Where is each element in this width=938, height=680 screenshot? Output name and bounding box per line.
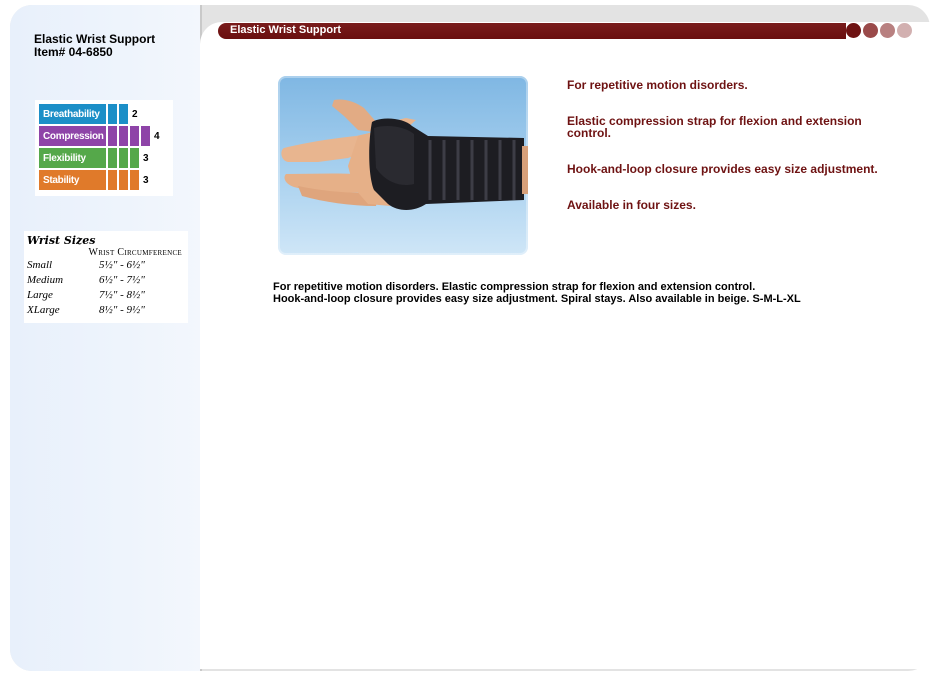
item-number: Item# 04-6850	[34, 45, 113, 59]
rating-cell	[108, 104, 117, 124]
wrist-sizes-title: Wrist Sizes	[27, 234, 96, 247]
dot-icon	[897, 23, 912, 38]
rating-cell	[119, 170, 128, 190]
rating-cell	[119, 126, 128, 146]
rating-cell	[108, 126, 117, 146]
product-name: Elastic Wrist Support	[34, 32, 156, 46]
rating-label: Stability	[39, 170, 106, 190]
rating-cell	[130, 170, 139, 190]
wrist-sizes-table	[24, 231, 188, 323]
ratings-panel	[35, 100, 173, 196]
rating-bar	[108, 104, 130, 124]
size-name: Small	[27, 259, 53, 271]
rating-label: Compression	[39, 126, 106, 146]
rating-value: 4	[154, 130, 160, 142]
size-name: Medium	[27, 274, 64, 286]
bullet-2: Elastic compression strap for flexion and extension control.	[567, 114, 862, 140]
rating-bar	[108, 148, 141, 168]
dot-icon	[846, 23, 861, 38]
size-name: Large	[27, 289, 53, 301]
description-line-1: For repetitive motion disorders. Elastic compression strap for flexion and extension control.	[273, 281, 756, 293]
bullet-1: For repetitive motion disorders.	[567, 78, 748, 92]
rating-label: Flexibility	[39, 148, 106, 168]
rating-cell	[130, 148, 139, 168]
size-row	[27, 288, 186, 303]
rating-cell	[108, 170, 117, 190]
size-range: 8½" - 9½"	[99, 304, 145, 316]
size-range: 5½" - 6½"	[99, 259, 145, 271]
product-photo	[278, 76, 528, 255]
rating-bar	[108, 170, 141, 190]
size-range: 6½" - 7½"	[99, 274, 145, 286]
rating-value: 3	[143, 174, 149, 186]
wrist-sizes-rows	[27, 258, 186, 318]
rating-row-flexibility	[39, 148, 149, 168]
bullet-4: Available in four sizes.	[567, 198, 696, 212]
size-name: XLarge	[27, 304, 60, 316]
rating-value: 2	[132, 108, 138, 120]
size-row	[27, 258, 186, 273]
wrist-support-image	[278, 76, 528, 255]
rating-label: Breathability	[39, 104, 106, 124]
rating-row-breathability	[39, 104, 138, 124]
rating-cell	[119, 104, 128, 124]
title-bar	[218, 23, 846, 39]
bullet-3: Hook-and-loop closure provides easy size adjustment.	[567, 162, 878, 176]
rating-cell	[130, 126, 139, 146]
page-title: Elastic Wrist Support	[230, 24, 342, 36]
rating-cell	[108, 148, 117, 168]
rating-value: 3	[143, 152, 149, 164]
rating-bar	[108, 126, 152, 146]
size-row	[27, 273, 186, 288]
rating-row-stability	[39, 170, 149, 190]
product-description	[273, 281, 913, 305]
size-row	[27, 303, 186, 318]
dot-icon	[880, 23, 895, 38]
rating-cell	[119, 148, 128, 168]
rating-cell	[141, 126, 150, 146]
description-line-2: Hook-and-loop closure provides easy size adjustment. Spiral stays. Also available in beige. S-M-L-XL	[273, 293, 801, 305]
size-range: 7½" - 8½"	[99, 289, 145, 301]
dot-icon	[863, 23, 878, 38]
product-heading	[34, 33, 155, 59]
wrist-circumference-header: Wrist Circumference	[88, 247, 182, 258]
rating-row-compression	[39, 126, 160, 146]
decorative-dots	[846, 23, 914, 38]
